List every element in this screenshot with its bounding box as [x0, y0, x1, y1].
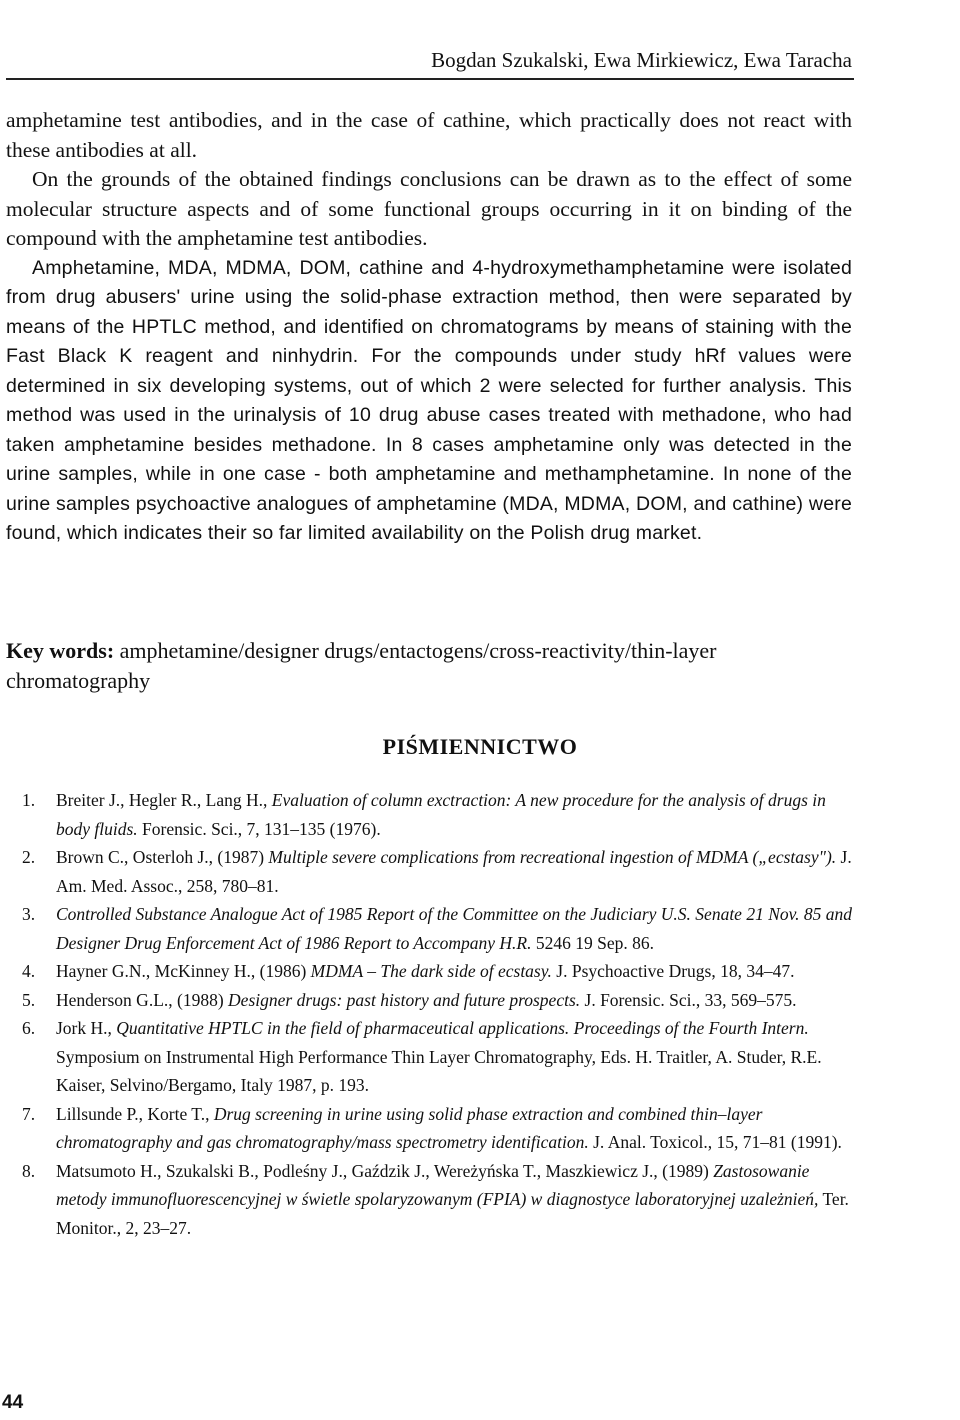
keywords [6, 636, 852, 696]
reference-title: Controlled Substance Analogue Act of 1985 Report of the Committee on the Judiciary U.S. Senate 21 Nov. 85 and Designer Drug Enforcement Act of 1986 Report to Accompany H.R. [56, 904, 852, 953]
reference-number: 5. [22, 989, 36, 1010]
reference-item [22, 957, 852, 986]
reference-source: J. Forensic. Sci., 33, 569–575. [580, 989, 797, 1010]
reference-title: Drug screening in urine using solid phase extraction and combined thin–layer chromatography and gas chromatography/mass spectrometry identification. [56, 1103, 763, 1152]
reference-title: Evaluation of column exctraction: A new procedure for the analysis of drugs in body fluids. [56, 790, 826, 839]
reference-authors: Lillsunde P., Korte T., [56, 1103, 214, 1124]
reference-title: Zastosowanie metody immunofluorescencyjnej w świetle spolaryzowanym (FPIA) w diagnostyce laboratoryjnej uzależnień, [56, 1160, 819, 1209]
reference-title: MDMA – The dark side of ecstasy. [310, 961, 552, 981]
abstract-paragraph-3: Amphetamine, MDA, MDMA, DOM, cathine and 4-hydroxymethamphetamine were isolated from drug abusers' urine using the solid-phase extraction method, then were separated by means of the HPTLC method, and identified on chromatograms by means of staining with the Fast Black K reagent and ninhydrin. For the compounds under study hRf values were determined in six developing systems, out of which 2 were selected for further analysis. This method was used in the urinalysis of 10 drug abuse cases treated with methadone, who had taken amphetamine besides methadone. In 8 cases amphetamine only was detected in the urine samples, while in one case - both amphetamine and methamphetamine. In none of the urine samples psychoactive analogues of amphetamine (MDA, MDMA, DOM, and cathine) were found, which indicates their so far limited availability on the Polish drug market. [6, 256, 852, 544]
header-rule [6, 78, 854, 80]
reference-number: 8. [22, 1160, 36, 1181]
reference-source: Forensic. Sci., 7, 131–135 (1976). [137, 818, 381, 839]
reference-source: 5246 19 Sep. 86. [531, 932, 654, 953]
reference-authors: Jork H., [56, 1018, 117, 1038]
reference-authors: Matsumoto H., Szukalski B., Podleśny J., Gaździk J., Wereżyńska T., Maszkiewicz J., (1989) [56, 1160, 714, 1181]
reference-item [22, 1014, 852, 1100]
reference-number: 6. [22, 1018, 36, 1038]
reference-authors: Hayner G.N., McKinney H., (1986) [56, 961, 311, 981]
reference-source: Ter. Monitor., 2, 23–27. [56, 1189, 849, 1238]
reference-source: J. Am. Med. Assoc., 258, 780–81. [56, 847, 852, 896]
references-title: PIŚMIENNICTWO [382, 734, 578, 759]
keywords-label: Key words: [6, 638, 115, 663]
reference-item [22, 900, 852, 957]
reference-title: Multiple severe complications from recreational ingestion of MDMA („ecstasy"). [268, 847, 837, 867]
abstract-paragraph-1: amphetamine test antibodies, and in the case of cathine, which practically does not react with these antibodies at all. [6, 108, 852, 162]
reference-number: 3. [22, 904, 36, 924]
reference-number: 7. [22, 1103, 36, 1124]
reference-item [22, 1157, 852, 1243]
running-header [0, 44, 960, 84]
reference-source: J. Anal. Toxicol., 15, 71–81 (1991). [588, 1132, 842, 1152]
reference-number: 1. [22, 790, 36, 810]
reference-authors: Henderson G.L., (1988) [56, 989, 229, 1010]
reference-item [22, 843, 852, 900]
header-authors: Bogdan Szukalski, Ewa Mirkiewicz, Ewa Taracha [431, 48, 852, 72]
reference-title: Designer drugs: past history and future prospects. [228, 989, 581, 1010]
reference-item [22, 1100, 852, 1157]
abstract-paragraph-2: On the grounds of the obtained findings conclusions can be drawn as to the effect of some molecular structure aspects and of some functional groups occurring in it on binding of the compound with the amphetamine test antibodies. [6, 167, 852, 250]
reference-item [22, 986, 852, 1015]
reference-number: 4. [22, 961, 36, 981]
reference-source: J. Psychoactive Drugs, 18, 34–47. [551, 961, 795, 981]
references-list [22, 786, 852, 1242]
keywords-text: amphetamine/designer drugs/entactogens/cross-reactivity/thin-layer chromatography [6, 638, 717, 693]
reference-title: Quantitative HPTLC in the field of pharmaceutical applications. Proceedings of the Fourth Intern. [116, 1018, 809, 1038]
page-number: 44 [2, 1392, 24, 1413]
reference-number: 2. [22, 847, 36, 867]
reference-item [22, 786, 852, 843]
reference-authors: Brown C., Osterloh J., (1987) [56, 847, 269, 867]
abstract-body [6, 106, 852, 549]
reference-authors: Breiter J., Hegler R., Lang H., [56, 790, 272, 810]
reference-source: Symposium on Instrumental High Performance Thin Layer Chromatography, Eds. H. Traitler, A. Studer, R.E. Kaiser, Selvino/Bergamo, Italy 1987, p. 193. [56, 1046, 822, 1095]
